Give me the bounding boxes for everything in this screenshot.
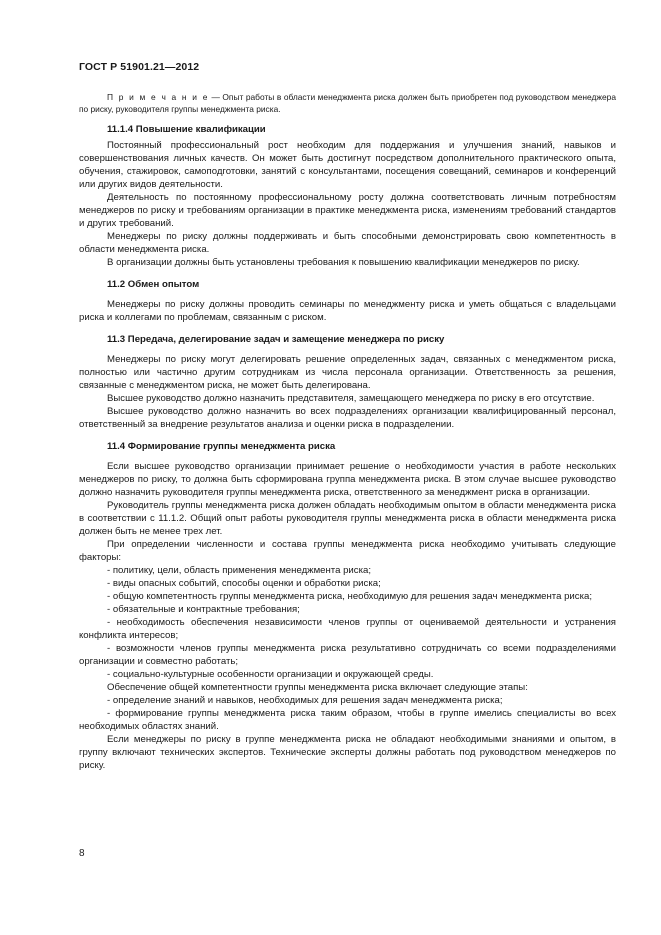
paragraph: Высшее руководство должно назначить представителя, замещающего менеджера по риску в его отсутствие. [107,393,595,404]
page-number: 8 [79,848,85,859]
list-item: - социально-культурные особенности организации и окружающей среды. [107,669,434,680]
note [79,92,616,115]
note-label: П р и м е ч а н и е [107,92,209,102]
paragraph: Высшее руководство должно назначить во всех подразделениях организации квалифицированный персонал, ответственный за внедрение результатов анализа и оценки риска в подразделении. [79,406,616,430]
paragraph: Деятельность по постоянному профессиональному росту должна соответствовать личным потребностям менеджеров по риску и требованиям организации в практике менеджмента риска, изменениям требований стандартов и других требований. [79,192,616,229]
list-item: - обязательные и контрактные требования; [107,604,300,615]
paragraph: Если менеджеры по риску в группе менеджмента риска не обладают необходимыми знаниями и опытом, в группу включают технических экспертов. Технические эксперты должны работать под руководством менеджеров по риску. [79,734,616,771]
list-item: - общую компетентность группы менеджмента риска, необходимую для решения задач менеджмента риска; [107,591,592,602]
list-item: - формирование группы менеджмента риска таким образом, чтобы в группе имелись специалисты во всех необходимых областях знаний. [79,708,616,732]
page-body [79,92,616,772]
list-item: - виды опасных событий, способы оценки и обработки риска; [107,578,381,589]
section-11-4-title: 11.4 Формирование группы менеджмента риска [107,441,336,452]
document-id: ГОСТ Р 51901.21—2012 [79,61,200,73]
list-item: - необходимость обеспечения независимости членов группы от оцениваемой деятельности и устранения конфликта интересов; [79,617,616,641]
paragraph: Менеджеры по риску должны поддерживать и быть способными демонстрировать свою компетентность в области менеджмента риска. [79,231,616,255]
paragraph: Менеджеры по риску могут делегировать решение определенных задач, связанных с менеджментом риска, полностью или частично другим сотрудникам из числа персонала организации. Ответственность за решения, связанные с менеджментом риска, не может быть делегирована. [79,354,616,391]
paragraph: Менеджеры по риску должны проводить семинары по менеджменту риска и уметь общаться с владельцами риска и коллегами по проблемам, связанным с риском. [79,299,616,323]
paragraph: Руководитель группы менеджмента риска должен обладать необходимым опытом в области менеджмента риска в соответствии с 11.1.2. Общий опыт работы руководителя группы менеджмента риска в области менеджмента риска должен быть не менее трех лет. [79,500,616,537]
list-item: - определение знаний и навыков, необходимых для решения задач менеджмента риска; [107,695,503,706]
section-11-3-title: 11.3 Передача, делегирование задач и замещение менеджера по риску [107,334,445,345]
paragraph: Если высшее руководство организации принимает решение о необходимости участия в работе нескольких менеджеров по риску, то должна быть сформирована группа менеджмента риска. В этом случае высшее руководство должно назначить руководителя группы менеджмента риска, ответственного за менеджмент риска в организации. [79,461,616,498]
note-text: — Опыт работы в области менеджмента риска должен быть приобретен под руководством менеджера по риску, руководителя группы менеджмента риска. [79,92,616,114]
paragraph: При определении численности и состава группы менеджмента риска необходимо учитывать следующие факторы: [79,539,616,563]
list-item: - политику, цели, область применения менеджмента риска; [107,565,372,576]
paragraph: Обеспечение общей компетентности группы менеджмента риска включает следующие этапы: [107,682,528,693]
paragraph: Постоянный профессиональный рост необходим для поддержания и улучшения знаний, навыков и совершенствования личных качеств. Он может быть достигнут посредством дополнительного практического опыта, обучения, стажировок, самоподготовки, занятий с консультантами, посещения совещаний, семинаров и конференций или других видов деятельности. [79,140,616,190]
paragraph: В организации должны быть установлены требования к повышению квалификации менеджеров по риску. [107,257,580,268]
section-11-2-title: 11.2 Обмен опытом [107,279,200,290]
list-item: - возможности членов группы менеджмента риска результативно сотрудничать со всеми подразделениями организации и совместно работать; [79,643,616,667]
section-11-1-4-title: 11.1.4 Повышение квалификации [107,124,266,135]
